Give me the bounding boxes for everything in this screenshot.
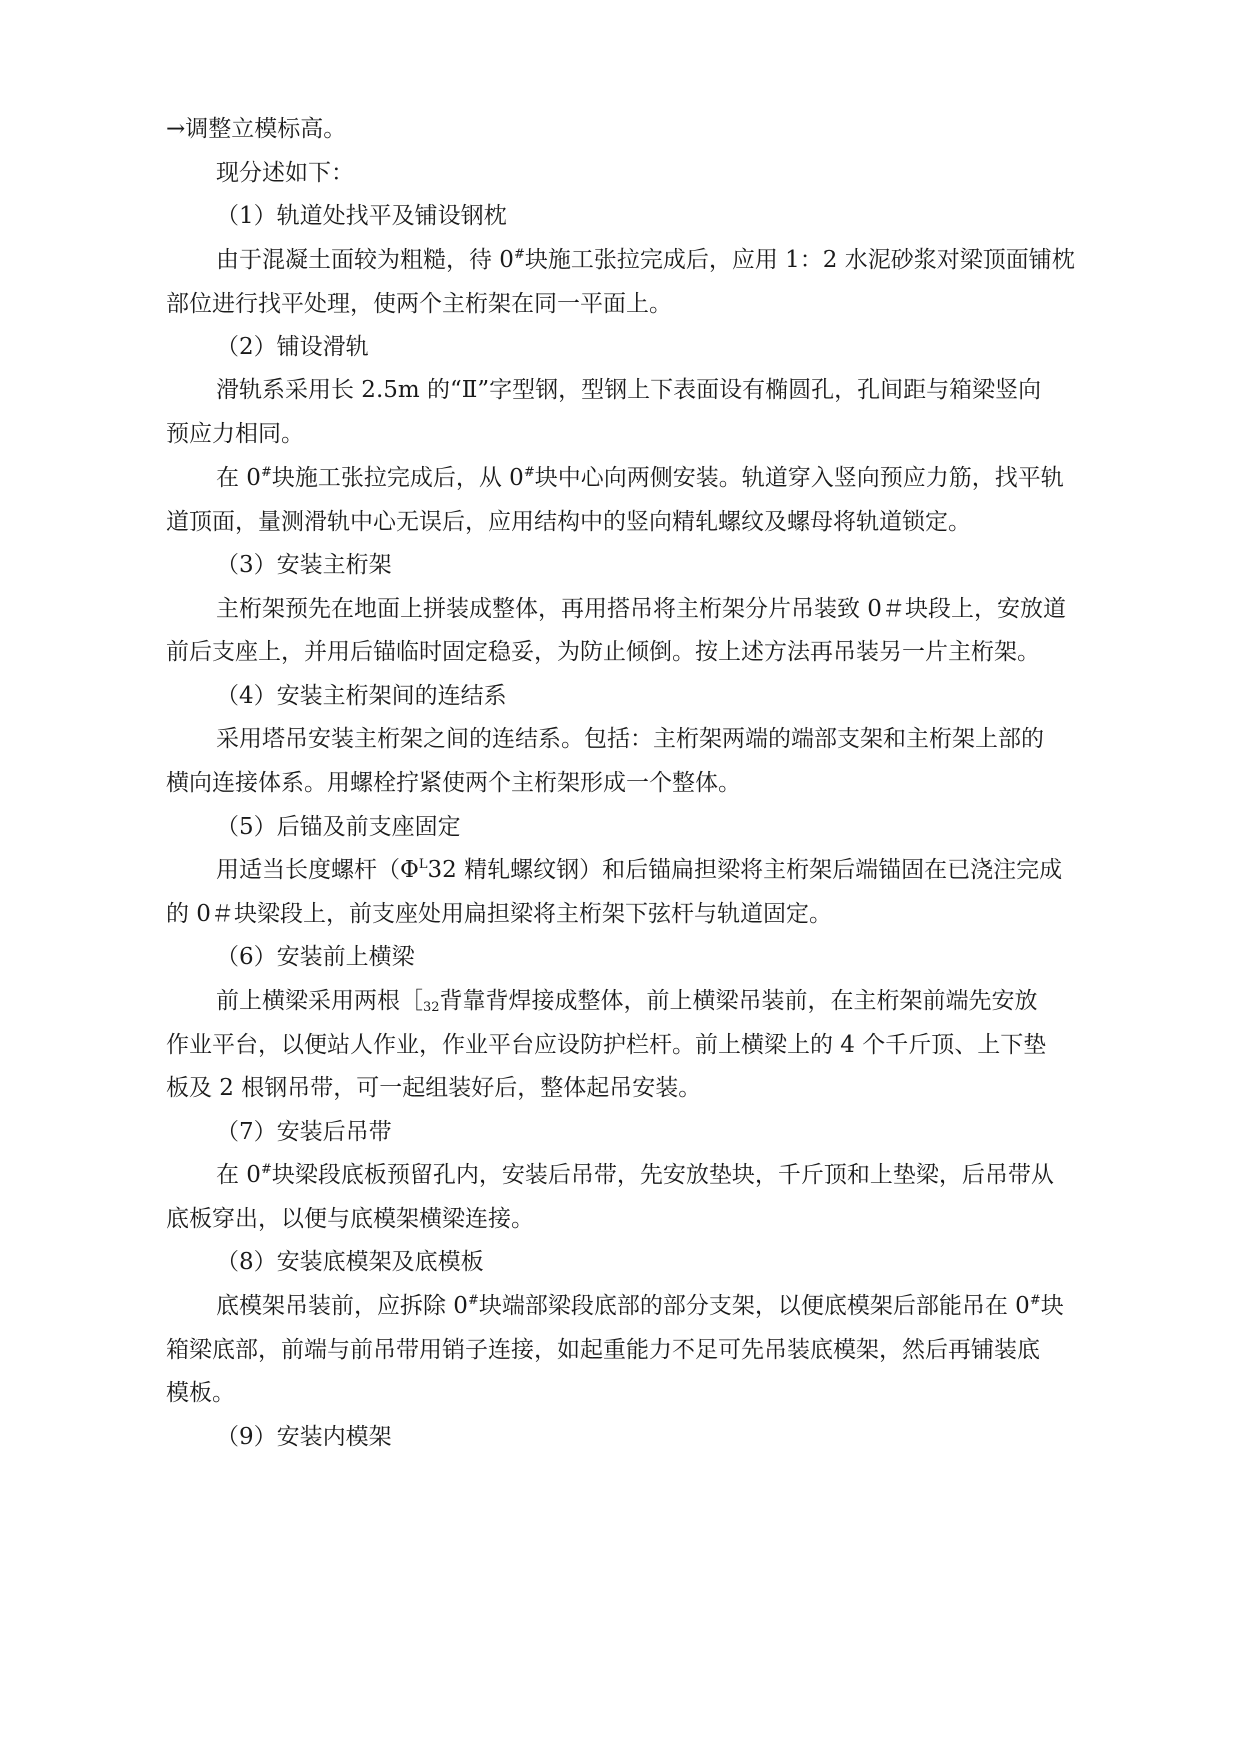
text: →调整立模标高。 bbox=[166, 116, 347, 142]
section-heading bbox=[216, 1251, 484, 1274]
text-line bbox=[166, 511, 971, 534]
text: （8）安装底模架及底模板 bbox=[216, 1249, 484, 1275]
text: 用适当长度螺杆（Φ bbox=[216, 857, 419, 883]
section-heading bbox=[216, 816, 461, 839]
text-line bbox=[216, 1164, 1054, 1187]
text: 底板穿出，以便与底模架横梁连接。 bbox=[166, 1206, 534, 1232]
text-line bbox=[166, 293, 672, 316]
text: 板及 2 根钢吊带，可一起组装好后，整体起吊安装。 bbox=[166, 1075, 702, 1101]
section-heading bbox=[216, 554, 392, 577]
text: （6）安装前上横梁 bbox=[216, 944, 415, 970]
text: 预应力相同。 bbox=[166, 421, 304, 447]
text: （7）安装后吊带 bbox=[216, 1119, 392, 1145]
text-line bbox=[216, 598, 1066, 621]
section-heading bbox=[216, 946, 415, 969]
text-line bbox=[166, 1034, 1046, 1057]
text-line bbox=[216, 467, 1064, 490]
text: 由于混凝土面较为粗糙，待 0 bbox=[216, 247, 514, 273]
subscript: 32 bbox=[423, 1000, 440, 1015]
text-line bbox=[166, 423, 304, 446]
text: 的 0＃块梁段上，前支座处用扁担梁将主桁架下弦杆与轨道固定。 bbox=[166, 901, 832, 927]
text: 块施工张拉完成后，从 0 bbox=[271, 465, 524, 491]
text: 块 bbox=[1040, 1293, 1064, 1319]
text-line bbox=[216, 162, 354, 185]
text-line bbox=[166, 1339, 1040, 1362]
text-line bbox=[166, 118, 346, 141]
text-line bbox=[166, 1208, 534, 1231]
section-heading bbox=[216, 336, 369, 359]
text-line bbox=[166, 903, 832, 926]
text: 块端部梁段底部的部分支架，以便底模架后部能吊在 0 bbox=[478, 1293, 1030, 1319]
text: 主桁架预先在地面上拼装成整体，再用搭吊将主桁架分片吊装致 0＃块段上，安放道 bbox=[216, 596, 1066, 622]
text: 背靠背焊接成整体，前上横梁吊装前，在主桁架前端先安放 bbox=[439, 988, 1038, 1014]
text: 块梁段底板预留孔内，安装后吊带，先安放垫块，千斤顶和上垫梁，后吊带从 bbox=[271, 1162, 1054, 1188]
superscript: # bbox=[523, 465, 535, 480]
text: 块中心向两侧安装。轨道穿入竖向预应力筋，找平轨 bbox=[534, 465, 1064, 491]
text: 横向连接体系。用螺栓拧紧使两个主桁架形成一个整体。 bbox=[166, 770, 741, 796]
text: 在 0 bbox=[216, 465, 261, 491]
text-line bbox=[216, 249, 1075, 272]
text-line bbox=[216, 379, 1041, 402]
text: （9）安装内模架 bbox=[216, 1424, 392, 1450]
text: 在 0 bbox=[216, 1162, 261, 1188]
text: （3）安装主桁架 bbox=[216, 552, 392, 578]
text: 前后支座上，并用后锚临时固定稳妥，为防止倾倒。按上述方法再吊装另一片主桁架。 bbox=[166, 639, 1040, 665]
section-heading bbox=[216, 205, 507, 228]
text-line bbox=[166, 1382, 235, 1405]
section-heading bbox=[216, 1121, 392, 1144]
superscript: L bbox=[418, 857, 428, 872]
text-line bbox=[166, 641, 1040, 664]
text: 部位进行找平处理，使两个主桁架在同一平面上。 bbox=[166, 291, 672, 317]
text-line bbox=[216, 1295, 1064, 1318]
text: 现分述如下： bbox=[216, 160, 354, 186]
superscript: # bbox=[260, 465, 272, 480]
text: 滑轨系采用长 2.5m 的“Ⅱ”字型钢，型钢上下表面设有椭圆孔，孔间距与箱梁竖向 bbox=[216, 377, 1042, 403]
text-line bbox=[166, 1077, 701, 1100]
text: 作业平台，以便站人作业，作业平台应设防护栏杆。前上横梁上的 4 个千斤顶、上下垫 bbox=[166, 1032, 1047, 1058]
text: 底模架吊装前，应拆除 0 bbox=[216, 1293, 468, 1319]
text-line bbox=[166, 772, 741, 795]
superscript: # bbox=[1029, 1293, 1041, 1308]
text: 箱梁底部，前端与前吊带用销子连接，如起重能力不足可先吊装底模架，然后再铺装底 bbox=[166, 1337, 1040, 1363]
text: （5）后锚及前支座固定 bbox=[216, 814, 461, 840]
text: （2）铺设滑轨 bbox=[216, 334, 369, 360]
text: 模板。 bbox=[166, 1380, 235, 1406]
text-line bbox=[216, 990, 1038, 1013]
text: 块施工张拉完成后，应用 1：2 水泥砂浆对梁顶面铺枕 bbox=[524, 247, 1075, 273]
superscript: # bbox=[467, 1293, 479, 1308]
text: （1）轨道处找平及铺设钢枕 bbox=[216, 203, 507, 229]
superscript: # bbox=[513, 247, 525, 262]
section-heading bbox=[216, 1426, 392, 1449]
text: （4）安装主桁架间的连结系 bbox=[216, 683, 507, 709]
text-line bbox=[216, 859, 1062, 882]
text: 道顶面，量测滑轨中心无误后，应用结构中的竖向精轧螺纹及螺母将轨道锁定。 bbox=[166, 509, 971, 535]
text: 前上横梁采用两根［ bbox=[216, 988, 423, 1014]
text: 采用塔吊安装主桁架之间的连结系。包括：主桁架两端的端部支架和主桁架上部的 bbox=[216, 726, 1044, 752]
superscript: # bbox=[260, 1162, 272, 1177]
text: 32 精轧螺纹钢）和后锚扁担梁将主桁架后端锚固在已浇注完成 bbox=[427, 857, 1063, 883]
text-line bbox=[216, 728, 1044, 751]
section-heading bbox=[216, 685, 507, 708]
